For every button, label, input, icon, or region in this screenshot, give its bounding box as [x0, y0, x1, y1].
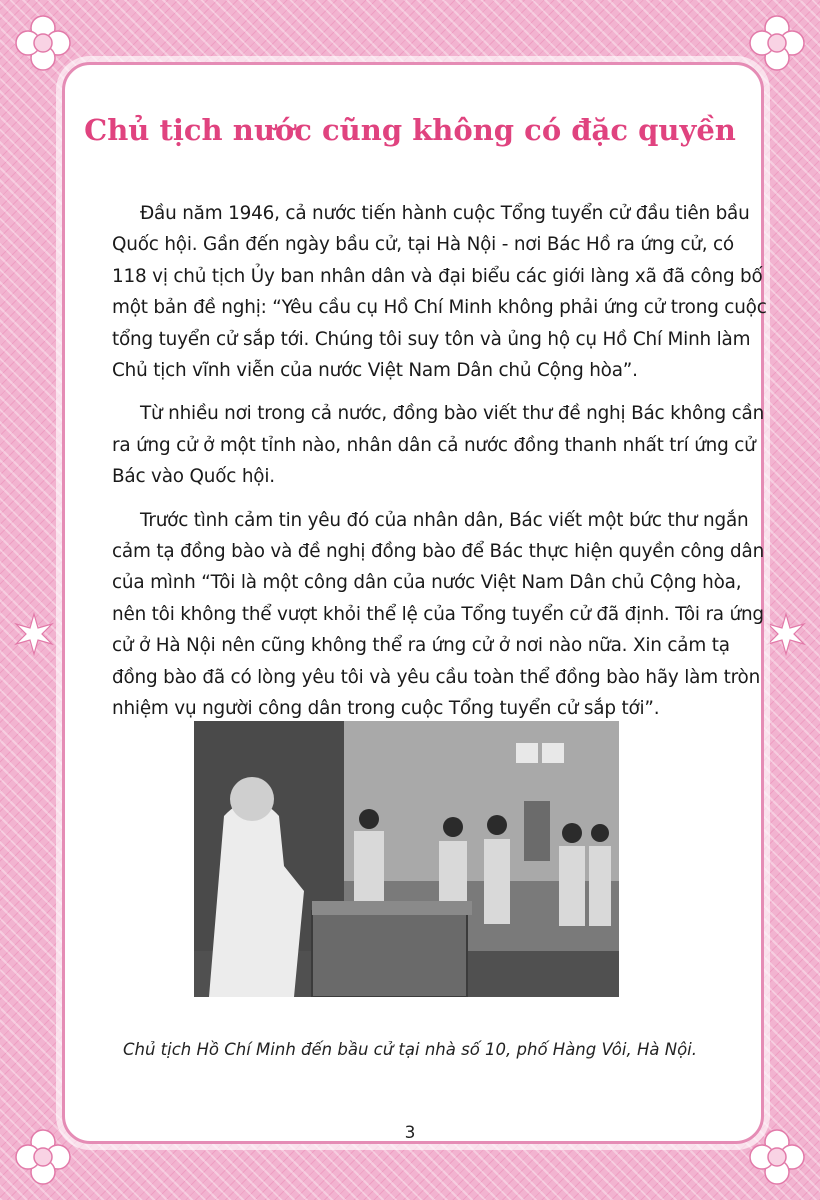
photo-caption: Chủ tịch Hồ Chí Minh đến bầu cử tại nhà số 10, phố Hàng Vôi, Hà Nội. [122, 1040, 698, 1059]
star-ornament-icon [764, 612, 808, 656]
paragraph: Từ nhiều nơi trong cả nước, đồng bào viết thư đề nghị Bác không cần ra ứng cử ở một tỉnh nào, nhân dân cả nước đồng thanh nhất trí ứng cử Bác vào Quốc hội. [112, 403, 765, 488]
paragraph: Đầu năm 1946, cả nước tiến hành cuộc Tổng tuyển cử đầu tiên bầu Quốc hội. Gần đến ngày bầu cử, tại Hà Nội - nơi Bác Hồ ra ứng cử, có 118 vị chủ tịch Ủy ban nhân dân và đại biểu các giới làng xã đã công bố một bản đề nghị: “Yêu cầu cụ Hồ Chí Minh không phải ứng cử trong cuộc tổng tuyển cử sắp tới. Chúng tôi suy tôn và ủng hộ cụ Hồ Chí Minh làm Chủ tịch vĩnh viễn của nước Việt Nam Dân chủ Cộng hòa”. [112, 203, 767, 382]
historical-photo [194, 721, 619, 997]
page-number: 3 [404, 1123, 416, 1143]
star-ornament-icon [12, 612, 56, 656]
paragraph: Trước tình cảm tin yêu đó của nhân dân, Bác viết một bức thư ngắn cảm tạ đồng bào và đề nghị đồng bào để Bác thực hiện quyền công dân của mình “Tôi là một công dân của nước Việt Nam Dân chủ Cộng hòa, nên tôi không thể vượt khỏi thể lệ của Tổng tuyển cử đã định. Tôi ra ứng cử ở Hà Nội nên cũng không thể ra ứng cử ở nơi nào nữa. Xin cảm tạ đồng bào đã có lòng yêu tôi và yêu cầu toàn thể đồng bào hãy làm tròn nhiệm vụ người công dân trong cuộc Tổng tuyển cử sắp tới”. [112, 509, 765, 720]
page-title: Chủ tịch nước cũng không có đặc quyền [84, 113, 736, 147]
flower-ornament-icon [8, 8, 78, 78]
article-body [112, 198, 768, 737]
